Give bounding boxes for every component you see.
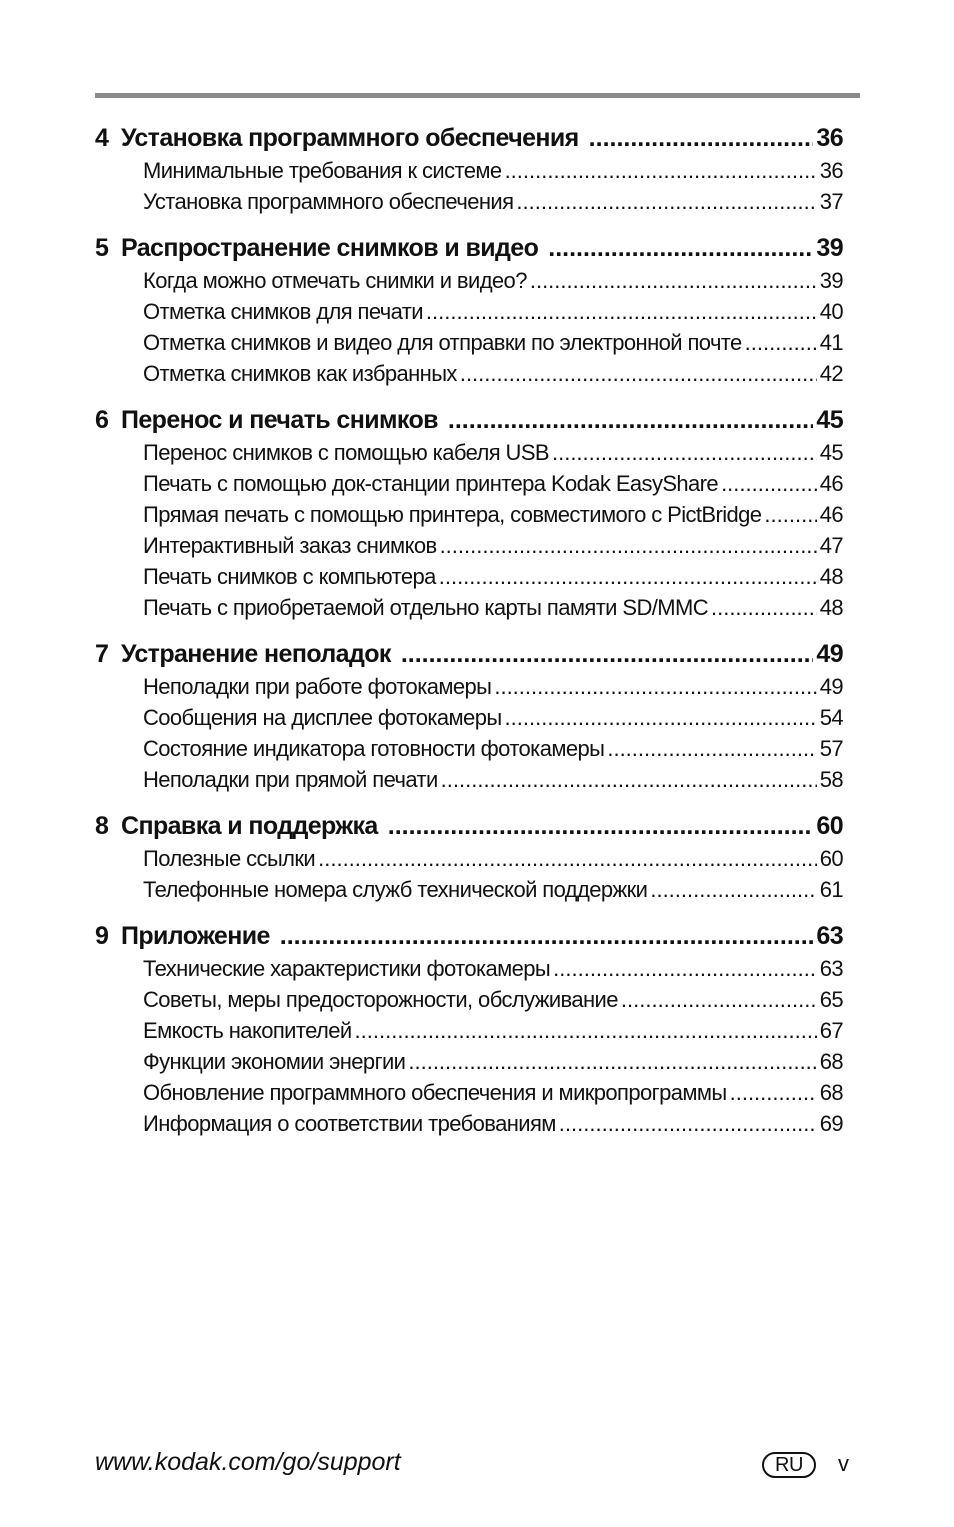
chapter-page-number: 60 bbox=[816, 812, 843, 840]
toc-chapter-section bbox=[95, 812, 843, 908]
dot-leader bbox=[764, 502, 816, 528]
dot-leader bbox=[440, 533, 817, 559]
toc-entry-row[interactable] bbox=[95, 189, 843, 220]
entry-page-number: 47 bbox=[819, 533, 843, 558]
chapter-number: 8 bbox=[95, 812, 109, 840]
toc-entry-row[interactable] bbox=[95, 1018, 843, 1049]
dot-leader bbox=[650, 877, 816, 903]
entry-title: Телефонные номера служб технической поддержки bbox=[143, 877, 648, 902]
chapter-title: Распространение снимков и видео bbox=[121, 234, 539, 262]
entry-title: Перенос снимков с помощью кабеля USB bbox=[143, 440, 549, 465]
entry-title: Технические характеристики фотокамеры bbox=[143, 956, 551, 981]
toc-entry-row[interactable] bbox=[95, 956, 843, 987]
dot-leader bbox=[516, 189, 816, 215]
entry-page-number: 68 bbox=[819, 1049, 843, 1074]
entry-title: Печать с приобретаемой отдельно карты памяти SD/MMC bbox=[143, 595, 708, 620]
dot-leader bbox=[441, 767, 817, 793]
dot-leader bbox=[559, 1111, 817, 1137]
chapter-page-number: 49 bbox=[816, 640, 843, 668]
entry-page-number: 39 bbox=[819, 268, 843, 293]
toc-entry-row[interactable] bbox=[95, 158, 843, 189]
entry-page-number: 42 bbox=[819, 361, 843, 386]
entry-page-number: 45 bbox=[819, 440, 843, 465]
toc-entry-row[interactable] bbox=[95, 471, 843, 502]
entry-title: Полезные ссылки bbox=[143, 846, 316, 871]
toc-entry-row[interactable] bbox=[95, 767, 843, 798]
entry-page-number: 63 bbox=[819, 956, 843, 981]
language-badge: RU bbox=[762, 1452, 816, 1478]
entry-page-number: 60 bbox=[819, 846, 843, 871]
toc-chapter-section bbox=[95, 406, 843, 626]
entry-title: Неполадки при прямой печати bbox=[143, 767, 438, 792]
entry-page-number: 58 bbox=[819, 767, 843, 792]
chapter-title: Справка и поддержка bbox=[121, 812, 378, 840]
entry-title: Неполадки при работе фотокамеры bbox=[143, 674, 492, 699]
dot-leader bbox=[426, 299, 817, 325]
entry-title: Печать снимков с компьютера bbox=[143, 564, 436, 589]
entry-page-number: 46 bbox=[819, 471, 843, 496]
dot-leader bbox=[318, 846, 817, 872]
dot-leader bbox=[552, 440, 817, 466]
dot-leader bbox=[448, 406, 813, 435]
chapter-number: 9 bbox=[95, 922, 109, 950]
toc-entry-row[interactable] bbox=[95, 564, 843, 595]
chapter-title: Приложение bbox=[121, 922, 270, 950]
entry-title: Интерактивный заказ снимков bbox=[143, 533, 437, 558]
chapter-number: 4 bbox=[95, 124, 109, 152]
entry-page-number: 37 bbox=[819, 189, 843, 214]
entry-page-number: 49 bbox=[819, 674, 843, 699]
dot-leader bbox=[730, 1080, 817, 1106]
toc-chapter-section bbox=[95, 234, 843, 392]
chapter-number: 5 bbox=[95, 234, 109, 262]
entry-page-number: 48 bbox=[819, 564, 843, 589]
chapter-page-number: 39 bbox=[816, 234, 843, 262]
dot-leader bbox=[408, 1049, 816, 1075]
table-of-contents bbox=[95, 124, 843, 1156]
toc-entry-row[interactable] bbox=[95, 361, 843, 392]
entry-title: Отметка снимков и видео для отправки по электронной почте bbox=[143, 330, 742, 355]
dot-leader bbox=[280, 922, 814, 951]
toc-entry-row[interactable] bbox=[95, 1111, 843, 1142]
entry-title: Минимальные требования к системе bbox=[143, 158, 502, 183]
entry-page-number: 48 bbox=[819, 595, 843, 620]
toc-entry-row[interactable] bbox=[95, 330, 843, 361]
toc-chapter-row[interactable] bbox=[95, 234, 843, 268]
dot-leader bbox=[621, 987, 817, 1013]
toc-chapter-row[interactable] bbox=[95, 406, 843, 440]
chapter-title: Установка программного обеспечения bbox=[121, 124, 579, 152]
entry-page-number: 57 bbox=[819, 736, 843, 761]
top-rule bbox=[95, 93, 860, 98]
entry-page-number: 36 bbox=[819, 158, 843, 183]
toc-entry-row[interactable] bbox=[95, 705, 843, 736]
entry-title: Установка программного обеспечения bbox=[143, 189, 514, 214]
entry-title: Емкость накопителей bbox=[143, 1018, 352, 1043]
toc-entry-row[interactable] bbox=[95, 987, 843, 1018]
toc-chapter-section bbox=[95, 922, 843, 1142]
chapter-title: Перенос и печать снимков bbox=[121, 406, 438, 434]
chapter-page-number: 63 bbox=[816, 922, 843, 950]
dot-leader bbox=[355, 1018, 817, 1044]
entry-page-number: 69 bbox=[819, 1111, 843, 1136]
entry-title: Отметка снимков как избранных bbox=[143, 361, 457, 386]
toc-chapter-row[interactable] bbox=[95, 922, 843, 956]
entry-title: Состояние индикатора готовности фотокамеры bbox=[143, 736, 605, 761]
entry-title: Печать с помощью док-станции принтера Kodak EasyShare bbox=[143, 471, 719, 496]
dot-leader bbox=[460, 361, 817, 387]
entry-page-number: 54 bbox=[819, 705, 843, 730]
entry-page-number: 46 bbox=[819, 502, 843, 527]
toc-chapter-row[interactable] bbox=[95, 124, 843, 158]
toc-entry-row[interactable] bbox=[95, 533, 843, 564]
chapter-number: 6 bbox=[95, 406, 109, 434]
dot-leader bbox=[721, 471, 817, 497]
dot-leader bbox=[530, 268, 817, 294]
dot-leader bbox=[401, 640, 814, 669]
chapter-title: Устранение неполадок bbox=[121, 640, 391, 668]
dot-leader bbox=[553, 956, 817, 982]
toc-entry-row[interactable] bbox=[95, 299, 843, 330]
toc-chapter-row[interactable] bbox=[95, 812, 843, 846]
toc-chapter-section bbox=[95, 640, 843, 798]
toc-entry-row[interactable] bbox=[95, 846, 843, 877]
entry-page-number: 40 bbox=[819, 299, 843, 324]
toc-entry-row[interactable] bbox=[95, 268, 843, 299]
footer-support-url[interactable]: www.kodak.com/go/support bbox=[95, 1448, 401, 1476]
dot-leader bbox=[505, 158, 817, 184]
dot-leader bbox=[548, 234, 813, 263]
entry-title: Информация о соответствии требованиям bbox=[143, 1111, 556, 1136]
dot-leader bbox=[711, 595, 817, 621]
entry-title: Обновление программного обеспечения и микропрограммы bbox=[143, 1080, 727, 1105]
toc-chapter-row[interactable] bbox=[95, 640, 843, 674]
entry-page-number: 41 bbox=[819, 330, 843, 355]
entry-page-number: 65 bbox=[819, 987, 843, 1012]
dot-leader bbox=[388, 812, 814, 841]
page-number: v bbox=[838, 1451, 849, 1476]
toc-entry-row[interactable] bbox=[95, 502, 843, 533]
entry-title: Сообщения на дисплее фотокамеры bbox=[143, 705, 502, 730]
toc-chapter-section bbox=[95, 124, 843, 220]
toc-entry-row[interactable] bbox=[95, 1080, 843, 1111]
entry-page-number: 61 bbox=[819, 877, 843, 902]
toc-entry-row[interactable] bbox=[95, 440, 843, 471]
dot-leader bbox=[589, 124, 814, 153]
entry-title: Функции экономии энергии bbox=[143, 1049, 406, 1074]
toc-entry-row[interactable] bbox=[95, 674, 843, 705]
entry-title: Отметка снимков для печати bbox=[143, 299, 423, 324]
chapter-page-number: 36 bbox=[816, 124, 843, 152]
toc-entry-row[interactable] bbox=[95, 877, 843, 908]
entry-page-number: 67 bbox=[819, 1018, 843, 1043]
chapter-page-number: 45 bbox=[816, 406, 843, 434]
entry-title: Советы, меры предосторожности, обслуживание bbox=[143, 987, 618, 1012]
dot-leader bbox=[494, 674, 816, 700]
toc-entry-row[interactable] bbox=[95, 736, 843, 767]
dot-leader bbox=[745, 330, 817, 356]
chapter-number: 7 bbox=[95, 640, 109, 668]
dot-leader bbox=[439, 564, 817, 590]
toc-entry-row[interactable] bbox=[95, 595, 843, 626]
dot-leader bbox=[607, 736, 816, 762]
dot-leader bbox=[505, 705, 817, 731]
toc-entry-row[interactable] bbox=[95, 1049, 843, 1080]
entry-page-number: 68 bbox=[819, 1080, 843, 1105]
entry-title: Прямая печать с помощью принтера, совместимого с PictBridge bbox=[143, 502, 762, 527]
entry-title: Когда можно отмечать снимки и видео? bbox=[143, 268, 527, 293]
